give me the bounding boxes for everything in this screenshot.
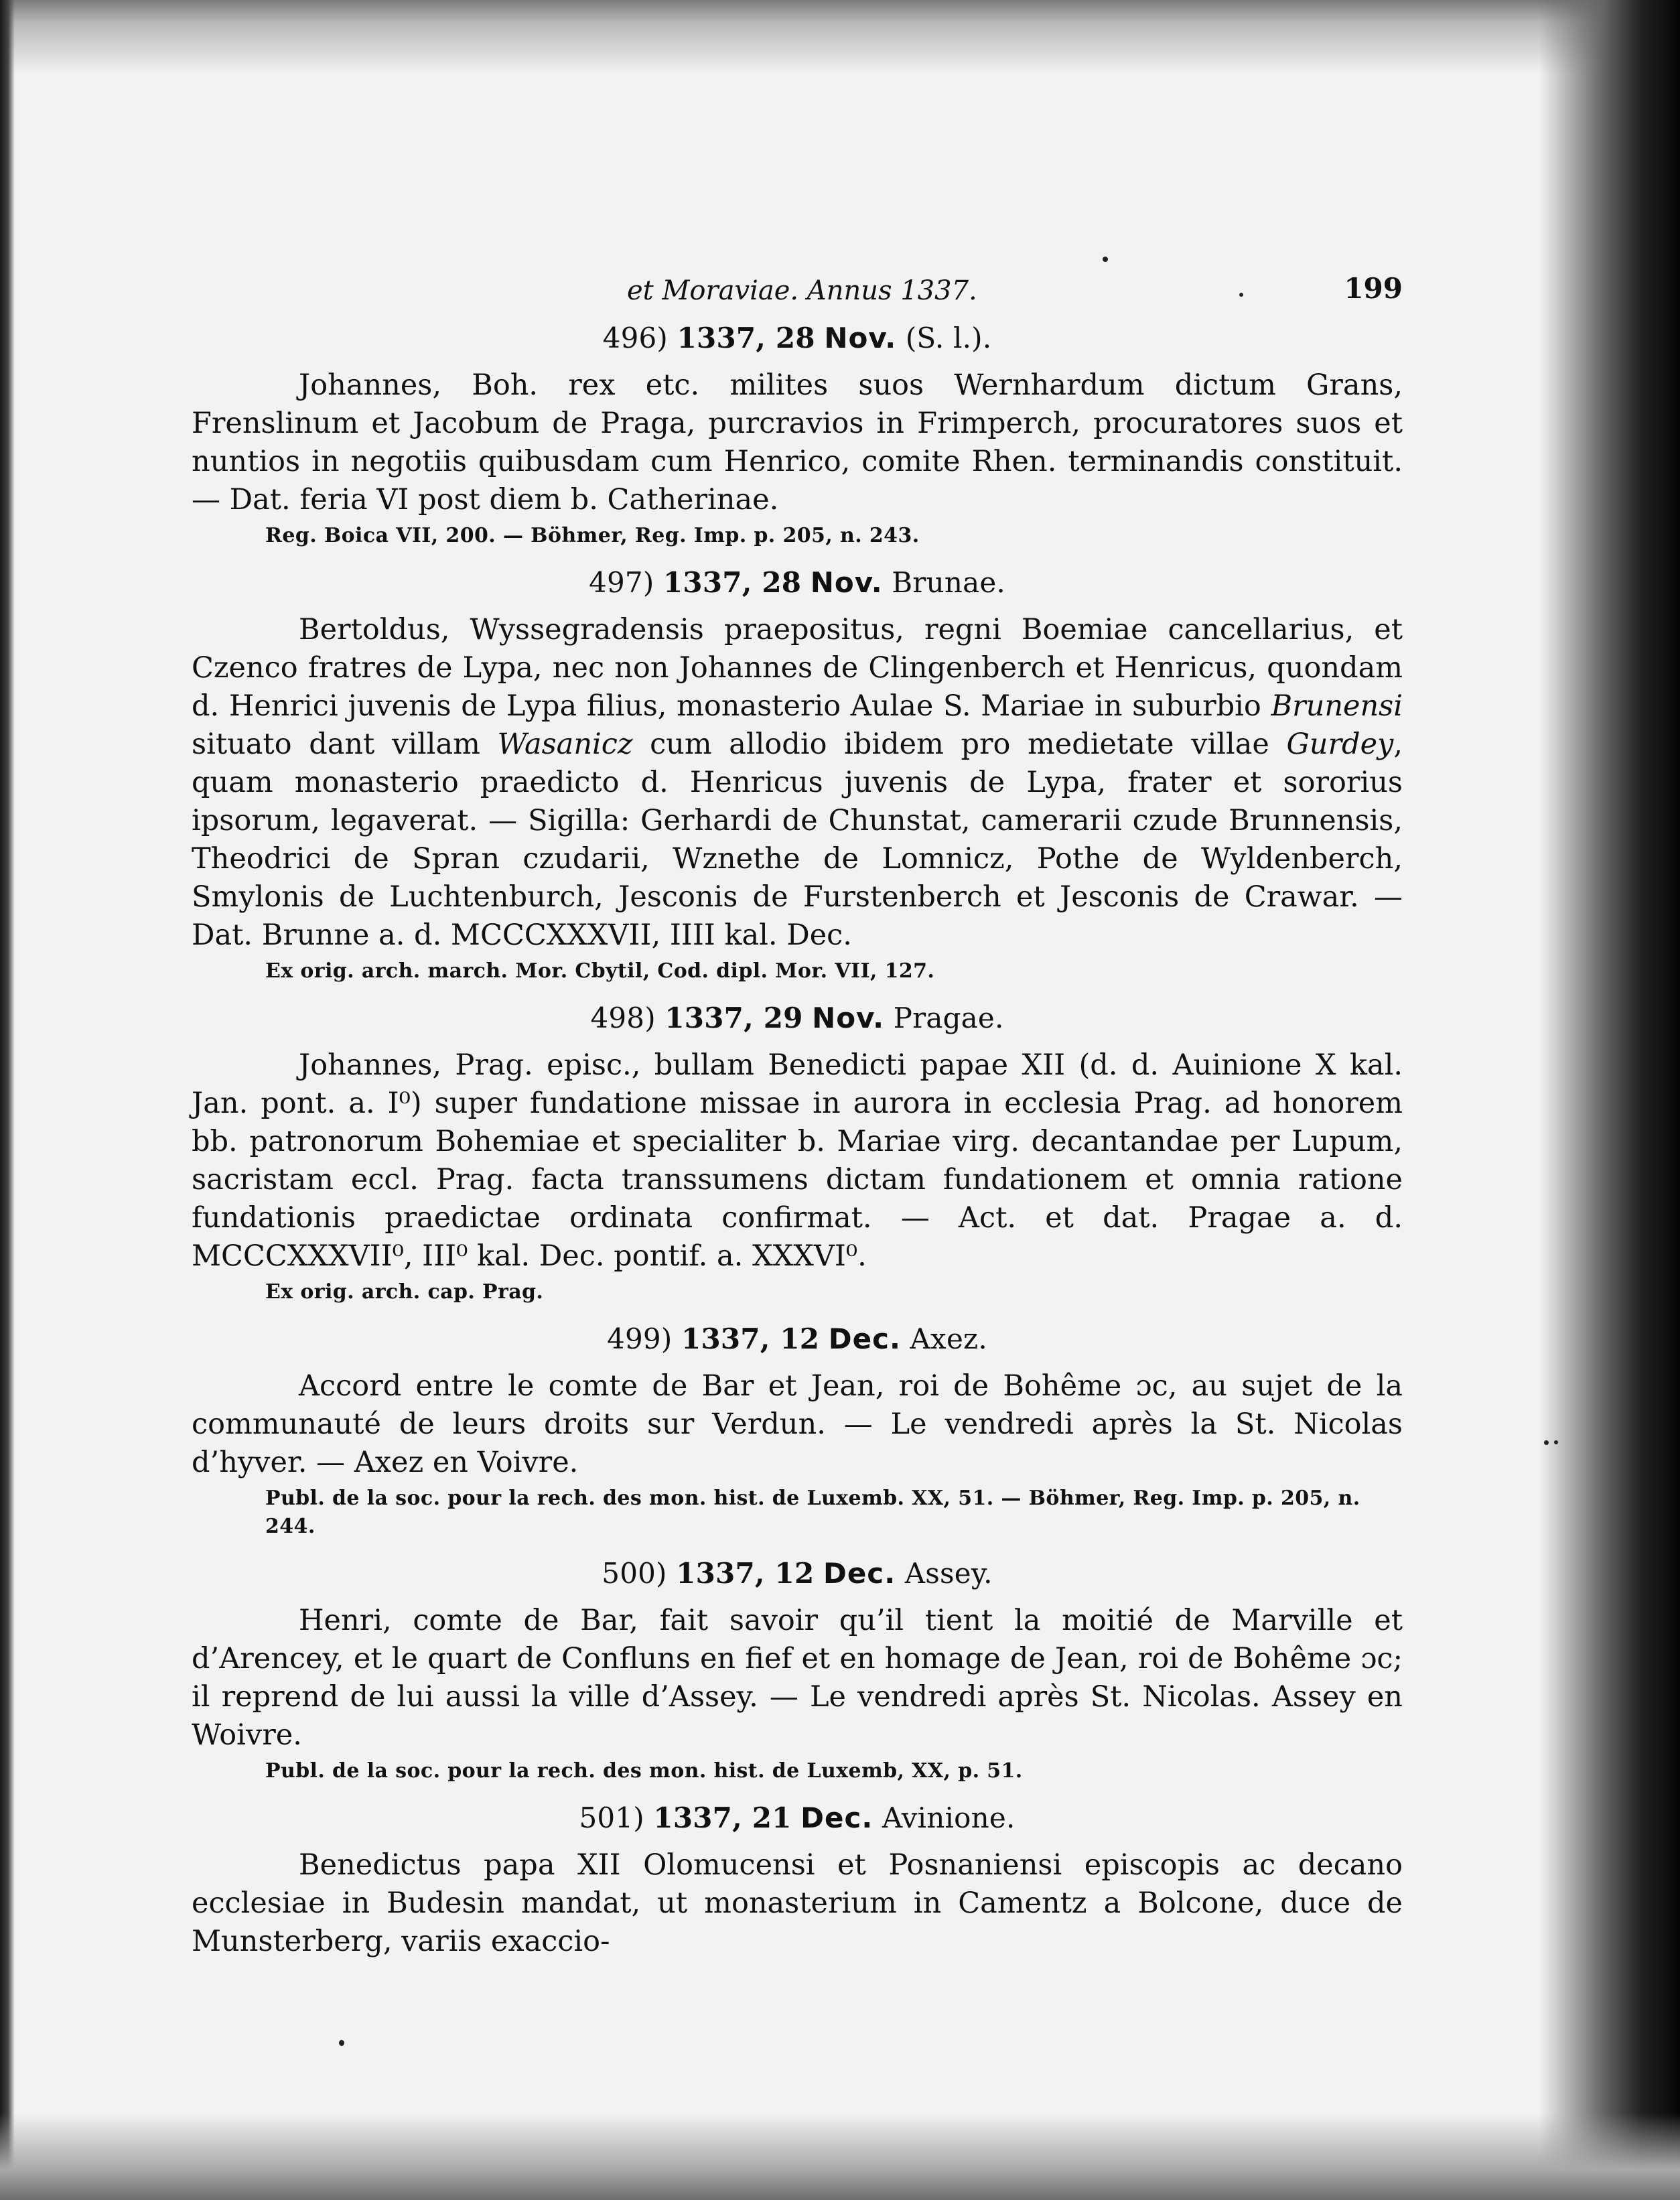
entry-498 bbox=[192, 999, 1403, 1306]
entry-source: Publ. de la soc. pour la rech. des mon. hist. de Luxemb, XX, p. 51. bbox=[265, 1759, 1023, 1783]
entry-month: Nov. bbox=[812, 1002, 885, 1034]
entry-place: Avinione. bbox=[882, 1801, 1016, 1834]
scan-right-shadow bbox=[1539, 0, 1680, 2200]
entry-number: 499) bbox=[607, 1322, 673, 1355]
entry-month: Nov. bbox=[810, 566, 883, 599]
scan-left-edge bbox=[0, 0, 15, 2200]
entry-source: Reg. Boica VII, 200. — Böhmer, Reg. Imp. p. 205, n. 243. bbox=[265, 524, 920, 547]
entry-date: 1337, 29 bbox=[664, 1002, 803, 1034]
entry-place: (S. l.). bbox=[905, 322, 992, 354]
italic-place-name: Brunensi bbox=[1271, 689, 1403, 723]
entry-text: Henri, comte de Bar, fait savoir qu’il tient la moitié de Marville et d’Arencey, et le quart de Confluns en fief et en homage de Jean, roi de Bohême ɔc; il reprend de lui aussi la ville d’Assey. — Le vendredi après St. Nicolas. Assey en Woivre. bbox=[192, 1604, 1403, 1752]
scan-speck bbox=[1544, 1440, 1549, 1445]
entry-number: 497) bbox=[589, 566, 654, 599]
entry-text: Accord entre le comte de Bar et Jean, roi de Bohême ɔc, au sujet de la communauté de leurs droits sur Verdun. — Le vendredi après la St. Nicolas d’hyver. — Axez en Voivre. bbox=[192, 1369, 1403, 1479]
entry-place: Pragae. bbox=[893, 1002, 1004, 1034]
running-head bbox=[192, 267, 1403, 316]
entry-500 bbox=[192, 1554, 1403, 1785]
text-segment: , quam monasterio praedicto d. Henricus juvenis de Lypa, frater et sororius ipsorum, legaverat. — Sigilla: Gerhardi de Chunstat, camerarii czude Brunnensis, Theodrici de Spran czudarii, Wznethe de Lomnicz, Pothe de Wyldenberch, Smylonis de Luchtenburch, Jesconis de Furstenberch et Jesconis de Crawar. — Dat. Brunne a. d. MCCCXXXVII, IIII kal. Dec. bbox=[192, 728, 1403, 952]
entry-source: Ex orig. arch. march. Mor. Cbytil, Cod. dipl. Mor. VII, 127. bbox=[265, 959, 935, 983]
italic-place-name: Gurdey bbox=[1286, 728, 1394, 761]
entry-499 bbox=[192, 1320, 1403, 1541]
entry-heading bbox=[192, 999, 1403, 1037]
entry-date: 1337, 21 bbox=[653, 1801, 792, 1834]
entry-date: 1337, 12 bbox=[681, 1322, 820, 1355]
text-segment: situato dant villam bbox=[192, 728, 498, 761]
entry-text: Benedictus papa XII Olomucensi et Posnaniensi episcopis ac decano ecclesiae in Budesin mandat, ut monasterium in Camentz a Bolcone, duce de Munsterberg, variis exaccio- bbox=[192, 1848, 1403, 1958]
scan-speck bbox=[1554, 1440, 1558, 1444]
entry-date: 1337, 28 bbox=[663, 566, 802, 599]
entry-heading bbox=[192, 1320, 1403, 1358]
scan-top-shadow bbox=[0, 0, 1680, 74]
running-title: et Moraviae. Annus 1337. bbox=[627, 275, 977, 306]
entry-496 bbox=[192, 319, 1403, 550]
scan-speck bbox=[339, 2040, 344, 2046]
entry-number: 500) bbox=[602, 1557, 667, 1590]
entry-source: Publ. de la soc. pour la rech. des mon. hist. de Luxemb. XX, 51. — Böhmer, Reg. Imp. p. 205, n. 244. bbox=[265, 1487, 1360, 1538]
entry-date: 1337, 28 bbox=[677, 322, 815, 354]
entry-source: Ex orig. arch. cap. Prag. bbox=[265, 1280, 544, 1304]
italic-place-name: Wasanicz bbox=[497, 728, 633, 761]
page-number: 199 bbox=[1344, 272, 1403, 305]
scan-speck bbox=[1103, 257, 1108, 262]
text-segment: cum allodio ibidem pro medietate villae bbox=[632, 728, 1287, 761]
entry-text bbox=[192, 611, 1403, 955]
entry-date: 1337, 12 bbox=[676, 1557, 815, 1590]
entry-501 bbox=[192, 1799, 1403, 1961]
entry-place: Axez. bbox=[910, 1322, 987, 1355]
document-page bbox=[192, 267, 1403, 1961]
entry-month: Dec. bbox=[823, 1557, 896, 1590]
entry-month: Dec. bbox=[828, 1322, 901, 1355]
entry-place: Assey. bbox=[904, 1557, 993, 1590]
text-segment: Bertoldus, Wyssegradensis praepositus, regni Boemiae cancellarius, et Czenco fratres de Lypa, nec non Johannes de Clingenberch et Henricus, quondam d. Henrici juvenis de Lypa filius, monasterio Aulae S. Mariae in suburbio bbox=[192, 613, 1403, 723]
entry-heading bbox=[192, 319, 1403, 357]
entry-month: Dec. bbox=[800, 1801, 873, 1834]
entry-497 bbox=[192, 563, 1403, 985]
entry-month: Nov. bbox=[824, 322, 897, 354]
scan-bottom-shadow bbox=[0, 2113, 1680, 2200]
entry-place: Brunae. bbox=[892, 566, 1005, 599]
entry-number: 496) bbox=[602, 322, 669, 354]
entry-text: Johannes, Boh. rex etc. milites suos Wernhardum dictum Grans, Frenslinum et Jacobum de Praga, purcravios in Frimperch, procuratores suos et nuntios in negotiis quibusdam cum Henrico, comite Rhen. terminandis constituit. — Dat. feria VI post diem b. Catherinae. bbox=[192, 368, 1403, 517]
entry-heading bbox=[192, 1554, 1403, 1592]
entry-number: 498) bbox=[590, 1002, 656, 1034]
entry-number: 501) bbox=[579, 1801, 644, 1834]
entry-text: Johannes, Prag. episc., bullam Benedicti papae XII (d. d. Auinione X kal. Jan. pont. a. I⁰) super fundatione missae in aurora in ecclesia Prag. ad honorem bb. patronorum Bohemiae et specialiter b. Mariae virg. decantandae per Lupum, sacristam eccl. Prag. facta transsumens dictam fundationem et omnia ratione fundationis praedictae ordinata confirmat. — Act. et dat. Pragae a. d. MCCCXXXVII⁰, III⁰ kal. Dec. pontif. a. XXXVI⁰. bbox=[192, 1048, 1403, 1273]
entry-heading bbox=[192, 1799, 1403, 1837]
entry-heading bbox=[192, 563, 1403, 602]
